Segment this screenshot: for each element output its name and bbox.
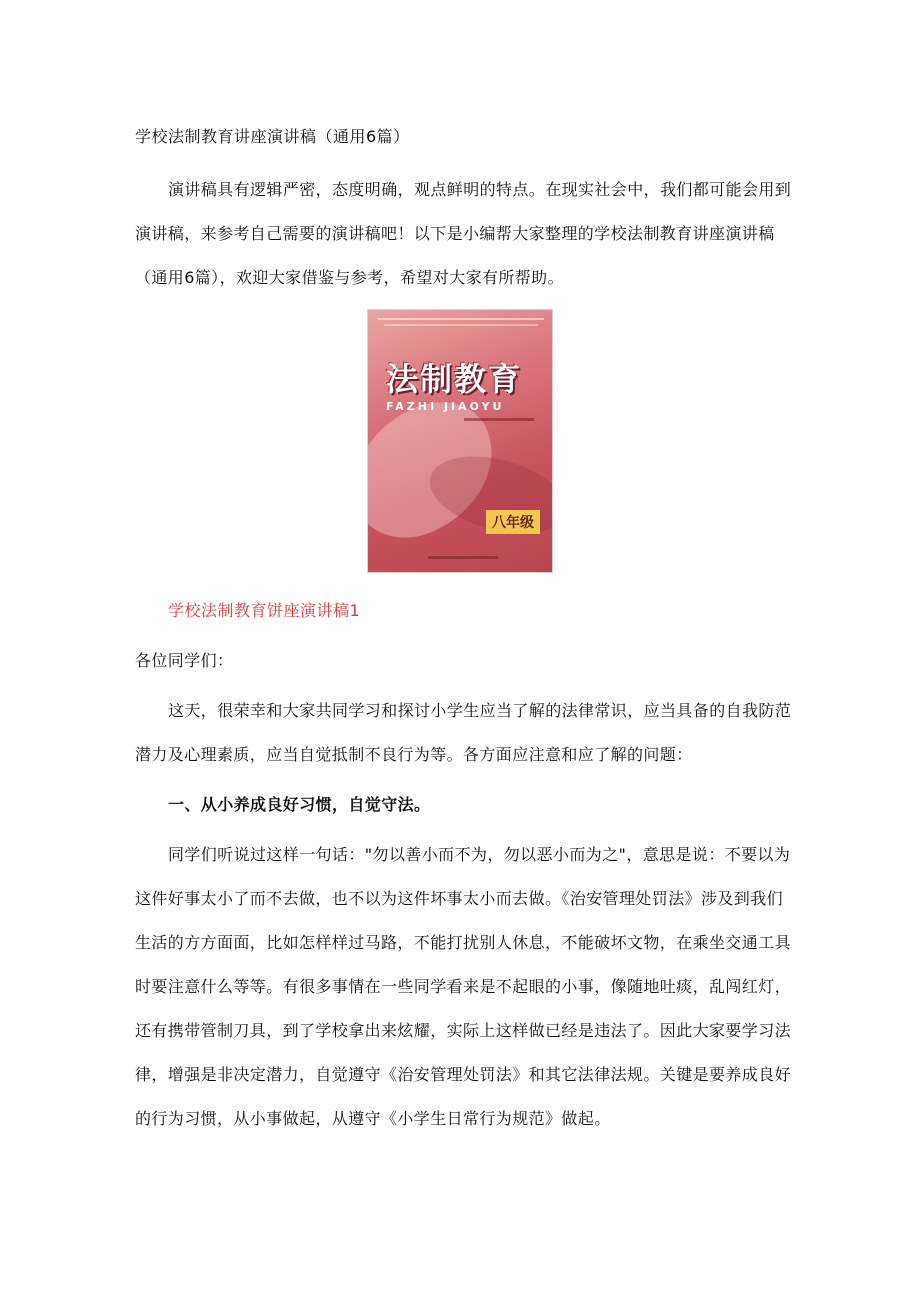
document-title: 学校法制教育讲座演讲稿（通用6篇） (135, 127, 410, 146)
section-title: 学校法制教育饼座演讲稿1 (168, 601, 361, 620)
cover-publisher-line (428, 556, 498, 559)
intro-paragraph: 演讲稿具有逻辑严密，态度明确，观点鲜明的特点。在现实社会中，我们都可能会用到演讲稿，来参考自己需要的演讲稿吧！以下是小编帮大家整理的学校法制教育讲座演讲稿（通用6篇），欢迎大家借鉴与参考，希望对大家有所帮助。 (135, 180, 792, 287)
subheading: 一、从小养成良好习惯，自觉守法。 (168, 795, 431, 814)
cover-title: 法制教育 (386, 360, 523, 398)
book-cover-image (368, 310, 552, 572)
body-paragraph-1: 这天，很荣幸和大家共同学习和探讨小学生应当了解的法律常识，应当具备的自我防范潜力及心理素质，应当自觉抵制不良行为等。各方面应注意和应了解的问题： (135, 701, 792, 764)
cover-grade-badge: 八年级 (486, 510, 540, 534)
cover-decoration (378, 318, 544, 320)
body-paragraph-2: 同学们听说过这样一句话："勿以善小而不为，勿以恶小而为之"，意思是说：不要以为这件好事太小了而不去做，也不以为这件坏事太小而去做。《治安管理处罚法》涉及到我们生活的方方面面，比如怎样样过马路，不能打扰别人休息，不能破坏文物，在乘坐交通工具时要注意什么等等。有很多事情在一些同学看来是不起眼的小事，像随地吐痰，乱闯红灯，还有携带管制刀具，到了学校拿出来炫耀，实际上这样做已经是违法了。因此大家要学习法律，增强是非决定潜力，自觉遵守《治安管理处罚法》和其它法律法规。关键是要养成良好的行为习惯，从小事做起，从遵守《小学生日常行为规范》做起。 (135, 845, 792, 1128)
cover-decoration (384, 324, 538, 326)
greeting: 各位同学们： (135, 651, 234, 670)
cover-author-line (464, 418, 534, 421)
cover-pinyin: FAZHI JIAOYU (386, 400, 505, 413)
